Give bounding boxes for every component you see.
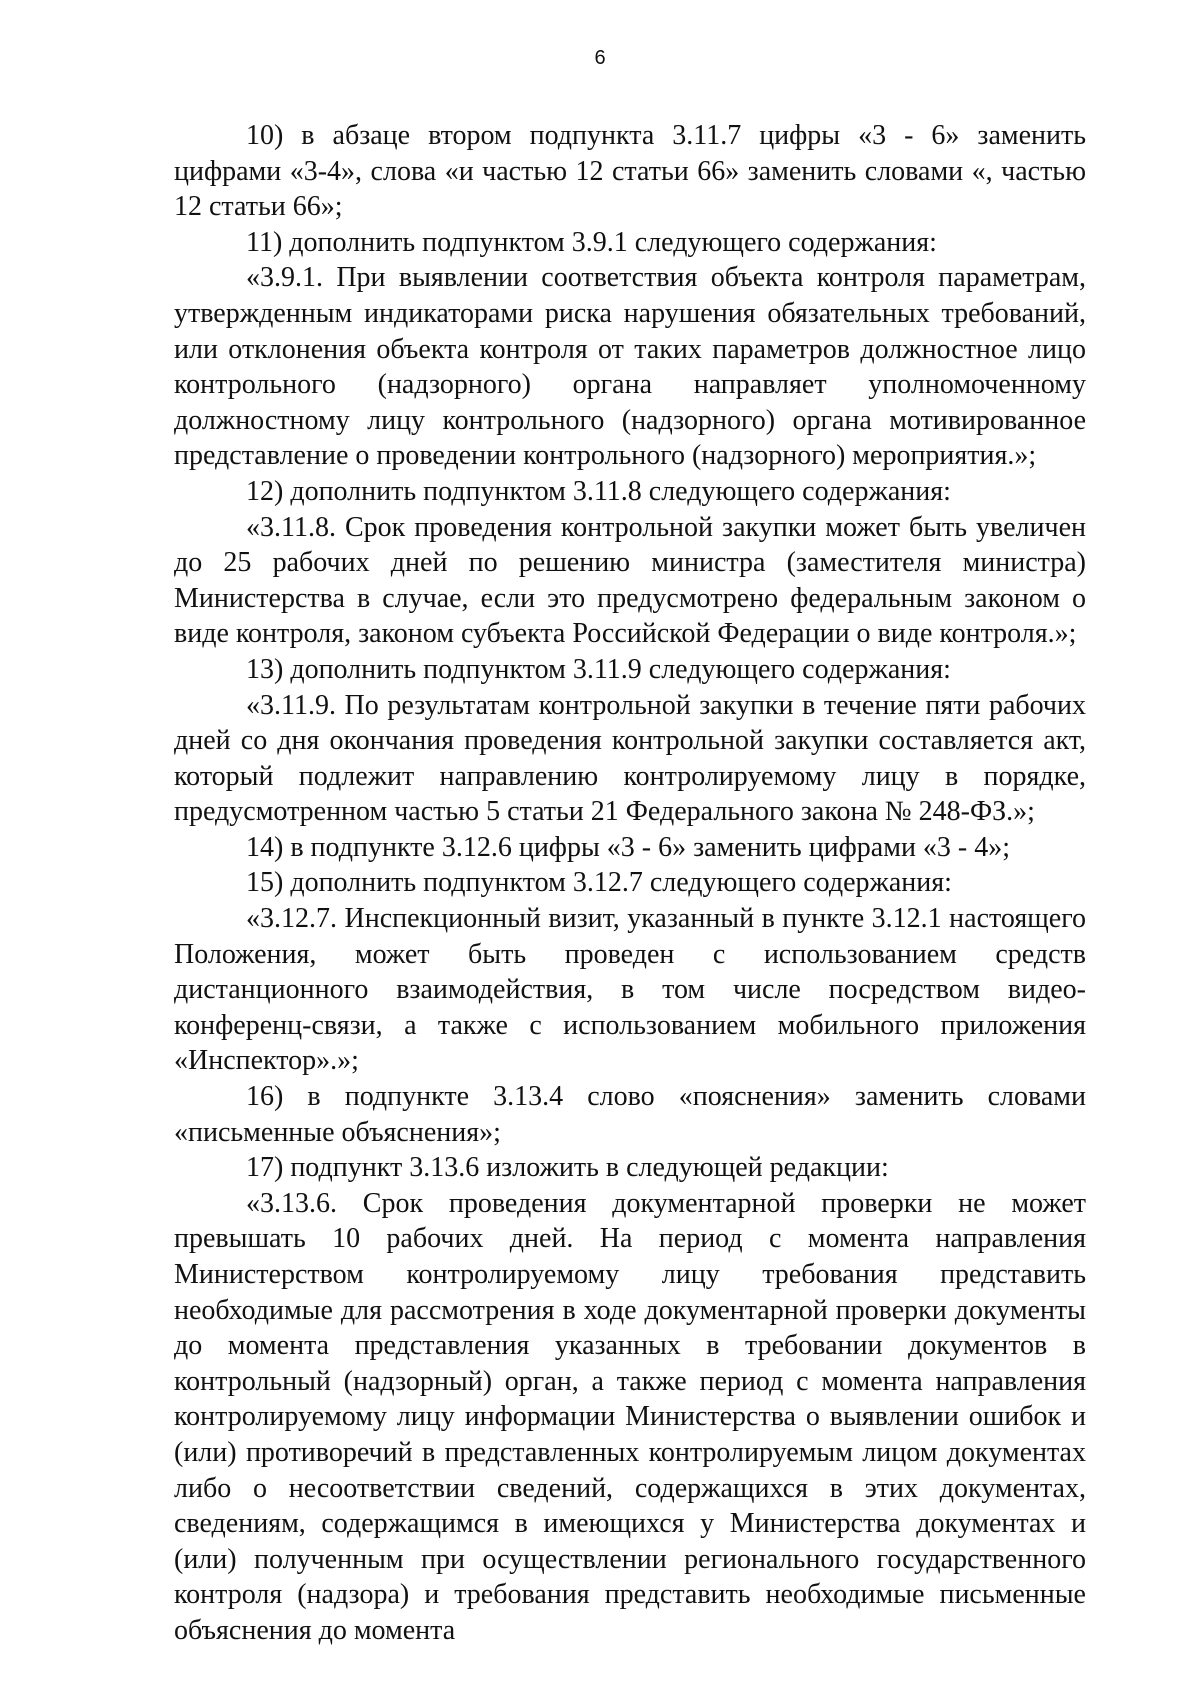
paragraph-quote-3-11-9: «3.11.9. По результатам контрольной закупки в течение пяти рабочих дней со дня окончания проведения контрольной закупки составляется акт, который подлежит направлению контролируемому лицу в порядке, предусмотренном частью 5 статьи 21 Федерального закона № 248-ФЗ.»; xyxy=(174,689,1086,828)
document-body xyxy=(174,118,1086,1649)
paragraph-item-16: 16) в подпункте 3.13.4 слово «пояснения» заменить словами «письменные объяснения»; xyxy=(174,1081,1086,1148)
paragraph-quote-3-11-8: «3.11.8. Срок проведения контрольной закупки может быть увеличен до 25 рабочих дней по решению министра (заместителя министра) Министерства в случае, если это предусмотрено федеральным законом о виде контроля, законом субъекта Российской Федерации о виде контроля.»; xyxy=(174,511,1086,650)
paragraph-item-14: 14) в подпункте 3.12.6 цифры «3 - 6» заменить цифрами «3 - 4»; xyxy=(246,831,1011,863)
paragraph-quote-3-12-7: «3.12.7. Инспекционный визит, указанный в пункте 3.12.1 настоящего Положения, может быть проведен с использованием средств дистанционного взаимодействия, в том числе посредством видео-конференц-связи, а также с использованием мобильного приложения «Инспектор».»; xyxy=(174,903,1086,1077)
paragraph-item-12: 12) дополнить подпунктом 3.11.8 следующего содержания: xyxy=(246,475,951,507)
paragraph-item-13: 13) дополнить подпунктом 3.11.9 следующего содержания: xyxy=(246,653,951,685)
paragraph-item-15: 15) дополнить подпунктом 3.12.7 следующего содержания: xyxy=(246,867,952,899)
paragraph-item-17: 17) подпункт 3.13.6 изложить в следующей редакции: xyxy=(246,1152,889,1184)
paragraph-item-10: 10) в абзаце втором подпункта 3.11.7 цифры «3 - 6» заменить цифрами «3-4», слова «и частью 12 статьи 66» заменить словами «, частью 12 статьи 66»; xyxy=(174,120,1086,223)
paragraph-item-11: 11) дополнить подпунктом 3.9.1 следующего содержания: xyxy=(246,226,937,258)
paragraph-quote-3-9-1: «3.9.1. При выявлении соответствия объекта контроля параметрам, утвержденным индикаторами риска нарушения обязательных требований, или отклонения объекта контроля от таких параметров должностное лицо контрольного (надзорного) органа направляет уполномоченному должностному лицу контрольного (надзорного) органа мотивированное представление о проведении контрольного (надзорного) мероприятия.»; xyxy=(174,262,1086,472)
page-number: 6 xyxy=(594,47,606,69)
paragraph-quote-3-13-6: «3.13.6. Срок проведения документарной проверки не может превышать 10 рабочих дней. На период с момента направления Министерством контролируемому лицу требования представить необходимые для рассмотрения в ходе документарной проверки документы до момента представления указанных в требовании документов в контрольный (надзорный) орган, а также период с момента направления контролируемому лицу информации Министерства о выявлении ошибок и (или) противоречий в представленных контролируемым лицом документах либо о несоответствии сведений, содержащихся в этих документах, сведениям, содержащимся в имеющихся у Министерства документах и (или) полученным при осуществлении регионального государственного контроля (надзора) и требования представить необходимые письменные объяснения до момента xyxy=(174,1187,1086,1646)
